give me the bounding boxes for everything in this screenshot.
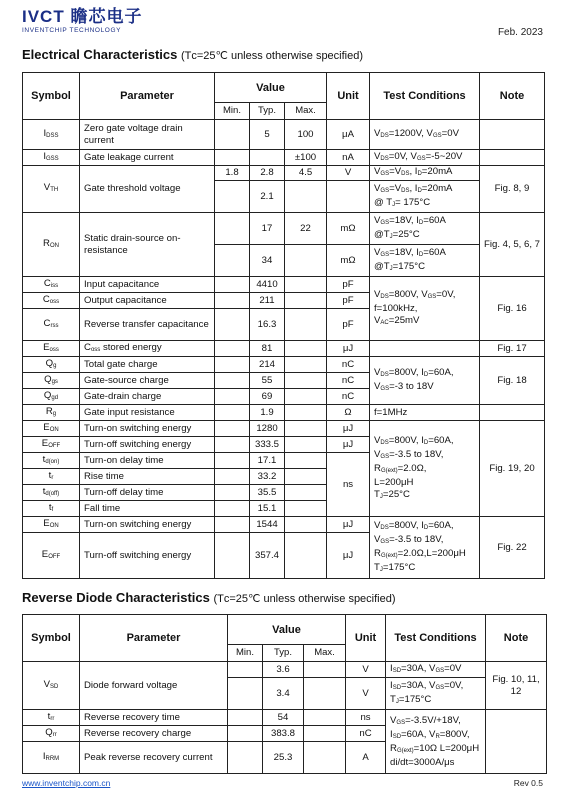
symbol-cell: $E_{ON}$ xyxy=(23,517,80,533)
parameter-cell: Reverse recovery charge xyxy=(80,726,228,742)
table-row xyxy=(23,517,545,533)
min-cell xyxy=(215,373,250,389)
symbol-cell: $Q_{gs}$ xyxy=(23,373,80,389)
parameter-cell: Gate-drain charge xyxy=(80,389,215,405)
unit-cell: ns xyxy=(327,453,370,517)
parameter-cell: Diode forward voltage xyxy=(80,662,228,710)
parameter-cell: Gate-source charge xyxy=(80,373,215,389)
min-cell xyxy=(228,662,263,678)
max-cell xyxy=(304,726,346,742)
max-cell: 22 xyxy=(285,213,327,245)
col-unit: Unit xyxy=(346,615,386,662)
parameter-cell: Turn-off switching energy xyxy=(80,533,215,579)
typ-cell: 54 xyxy=(263,710,304,726)
symbol-cell: $R_g$ xyxy=(23,405,80,421)
electrical-characteristics-title xyxy=(22,47,363,62)
typ-cell: 383.8 xyxy=(263,726,304,742)
col-typ: Typ. xyxy=(250,103,285,120)
symbol-cell: $t_{rr}$ xyxy=(23,710,80,726)
typ-cell: 2.8 xyxy=(250,166,285,181)
symbol-cell: $R_{ON}$ xyxy=(23,213,80,277)
table-row xyxy=(23,341,545,357)
min-cell xyxy=(215,277,250,293)
test-condition-cell: $V_{DS}=0V$, $V_{GS}=-5\sim 20V$ xyxy=(370,150,480,166)
max-cell xyxy=(285,181,327,213)
col-max: Max. xyxy=(304,645,346,662)
max-cell xyxy=(285,485,327,501)
parameter-cell: $C_{oss}$ stored energy xyxy=(80,341,215,357)
min-cell xyxy=(228,726,263,742)
col-max: Max. xyxy=(285,103,327,120)
symbol-cell: $V_{TH}$ xyxy=(23,166,80,213)
test-condition-cell: $V_{DS}=800V$, $I_D=60A$, $V_{GS}=-3.5$ to 18V, $R_{G(ext)}=2.0\Omega,L=200\mu H$ $T_J=175^\circ C$ xyxy=(370,517,480,579)
typ-cell: 34 xyxy=(250,245,285,277)
max-cell xyxy=(304,678,346,710)
typ-cell: 69 xyxy=(250,389,285,405)
max-cell xyxy=(285,421,327,437)
note-cell: Fig. 4, 5, 6, 7 xyxy=(480,213,545,277)
min-cell xyxy=(215,437,250,453)
symbol-cell: $I_{GSS}$ xyxy=(23,150,80,166)
unit-cell: μJ xyxy=(327,437,370,453)
table-row xyxy=(23,277,545,293)
parameter-cell: Total gate charge xyxy=(80,357,215,373)
parameter-cell: Turn-off delay time xyxy=(80,485,215,501)
typ-cell: 3.4 xyxy=(263,678,304,710)
typ-cell: 357.4 xyxy=(250,533,285,579)
max-cell xyxy=(285,437,327,453)
test-condition-cell: $V_{DS}=800V$, $I_D=60A$, $V_{GS}=-3$ to 18V xyxy=(370,357,480,405)
col-unit: Unit xyxy=(327,73,370,120)
unit-cell: pF xyxy=(327,277,370,293)
unit-cell xyxy=(327,181,370,213)
note-cell: Fig. 22 xyxy=(480,517,545,579)
min-cell xyxy=(215,357,250,373)
unit-cell: ns xyxy=(346,710,386,726)
max-cell xyxy=(285,389,327,405)
unit-cell: μJ xyxy=(327,341,370,357)
parameter-cell: Gate threshold voltage xyxy=(80,166,215,213)
min-cell xyxy=(215,245,250,277)
col-parameter: Parameter xyxy=(80,615,228,662)
min-cell xyxy=(215,309,250,341)
section-title-text: Reverse Diode Characteristics xyxy=(22,590,210,605)
table-row xyxy=(23,213,545,245)
symbol-cell: $t_r$ xyxy=(23,469,80,485)
parameter-cell: Static drain-source on-resistance xyxy=(80,213,215,277)
table-row xyxy=(23,405,545,421)
note-cell: Fig. 17 xyxy=(480,341,545,357)
unit-cell: nC xyxy=(327,389,370,405)
max-cell xyxy=(304,710,346,726)
parameter-cell: Gate leakage current xyxy=(80,150,215,166)
symbol-cell: $t_{d(off)}$ xyxy=(23,485,80,501)
max-cell: 4.5 xyxy=(285,166,327,181)
test-condition-cell: $I_{SD}=30A$, $V_{GS}=0V$, $T_J=175^\circ C$ xyxy=(386,678,486,710)
typ-cell: 333.5 xyxy=(250,437,285,453)
min-cell xyxy=(228,742,263,774)
col-min: Min. xyxy=(228,645,263,662)
max-cell xyxy=(285,405,327,421)
unit-cell: pF xyxy=(327,293,370,309)
note-cell: Fig. 10, 11, 12 xyxy=(486,662,547,710)
max-cell xyxy=(285,517,327,533)
unit-cell: V xyxy=(346,678,386,710)
unit-cell: mΩ xyxy=(327,213,370,245)
symbol-cell: $E_{ON}$ xyxy=(23,421,80,437)
col-typ: Typ. xyxy=(263,645,304,662)
min-cell xyxy=(215,421,250,437)
unit-cell: μJ xyxy=(327,421,370,437)
test-condition-cell: $V_{DS}=1200V$, $V_{GS}=0V$ xyxy=(370,120,480,150)
typ-cell: 15.1 xyxy=(250,501,285,517)
reverse-diode-table xyxy=(22,614,547,774)
symbol-cell: $t_{d(on)}$ xyxy=(23,453,80,469)
note-cell: Fig. 8, 9 xyxy=(480,166,545,213)
test-condition-cell: $V_{GS}=V_{DS}$, $I_D=20mA$ xyxy=(370,166,480,181)
max-cell xyxy=(285,293,327,309)
typ-cell: 33.2 xyxy=(250,469,285,485)
note-cell xyxy=(480,120,545,150)
typ-cell: 1.9 xyxy=(250,405,285,421)
typ-cell: 16.3 xyxy=(250,309,285,341)
test-condition-cell: f=1MHz xyxy=(370,405,480,421)
min-cell: 1.8 xyxy=(215,166,250,181)
symbol-cell: $I_{DSS}$ xyxy=(23,120,80,150)
max-cell xyxy=(285,501,327,517)
symbol-cell: $C_{iss}$ xyxy=(23,277,80,293)
typ-cell: 1544 xyxy=(250,517,285,533)
min-cell xyxy=(215,469,250,485)
reverse-diode-title xyxy=(22,590,396,605)
table-row xyxy=(23,421,545,437)
parameter-cell: Turn-off switching energy xyxy=(80,437,215,453)
min-cell xyxy=(215,293,250,309)
col-note: Note xyxy=(486,615,547,662)
unit-cell: nA xyxy=(327,150,370,166)
unit-cell: A xyxy=(346,742,386,774)
col-test-conditions: Test Conditions xyxy=(386,615,486,662)
typ-cell: 3.6 xyxy=(263,662,304,678)
typ-cell: 35.5 xyxy=(250,485,285,501)
col-value: Value xyxy=(228,615,346,645)
min-cell xyxy=(215,405,250,421)
parameter-cell: Turn-on delay time xyxy=(80,453,215,469)
parameter-cell: Turn-on switching energy xyxy=(80,421,215,437)
test-condition-cell: $V_{DS}=800V$, $I_D=60A$, $V_{GS}=-3.5$ to 18V, $R_{G(ext)}=2.0\Omega$, L=200μH $T_J=25^\circ C$ xyxy=(370,421,480,517)
company-logo xyxy=(22,8,142,34)
note-cell xyxy=(480,405,545,421)
max-cell xyxy=(285,357,327,373)
symbol-cell: $E_{OFF}$ xyxy=(23,533,80,579)
unit-cell: mΩ xyxy=(327,245,370,277)
test-condition-cell: $I_{SD}=30A$, $V_{GS}=0V$ xyxy=(386,662,486,678)
min-cell xyxy=(215,533,250,579)
typ-cell: 2.1 xyxy=(250,181,285,213)
typ-cell: 1280 xyxy=(250,421,285,437)
section-subtitle: (Tᴄ=25℃ unless otherwise specified) xyxy=(181,50,364,62)
parameter-cell: Input capacitance xyxy=(80,277,215,293)
parameter-cell: Turn-on switching energy xyxy=(80,517,215,533)
max-cell xyxy=(285,309,327,341)
symbol-cell: $C_{oss}$ xyxy=(23,293,80,309)
test-condition-cell: $V_{GS}=18V$, $I_D=60A$ $@T_J=25^\circ C$ xyxy=(370,213,480,245)
table-row xyxy=(23,150,545,166)
table-row xyxy=(23,662,547,678)
parameter-cell: Gate input resistance xyxy=(80,405,215,421)
typ-cell: 4410 xyxy=(250,277,285,293)
max-cell xyxy=(285,277,327,293)
col-symbol: Symbol xyxy=(23,615,80,662)
symbol-cell: $V_{SD}$ xyxy=(23,662,80,710)
table-row xyxy=(23,166,545,181)
parameter-cell: Peak reverse recovery current xyxy=(80,742,228,774)
parameter-cell: Zero gate voltage drain current xyxy=(80,120,215,150)
note-cell: Fig. 19, 20 xyxy=(480,421,545,517)
max-cell xyxy=(285,469,327,485)
col-parameter: Parameter xyxy=(80,73,215,120)
company-website-link[interactable]: www.inventchip.com.cn xyxy=(22,778,111,788)
symbol-cell: $Q_{rr}$ xyxy=(23,726,80,742)
parameter-cell: Reverse transfer capacitance xyxy=(80,309,215,341)
min-cell xyxy=(215,181,250,213)
max-cell xyxy=(285,533,327,579)
min-cell xyxy=(215,517,250,533)
parameter-cell: Rise time xyxy=(80,469,215,485)
max-cell xyxy=(285,245,327,277)
typ-cell: 5 xyxy=(250,120,285,150)
max-cell: 100 xyxy=(285,120,327,150)
parameter-cell: Reverse recovery time xyxy=(80,710,228,726)
unit-cell: V xyxy=(346,662,386,678)
unit-cell: μA xyxy=(327,120,370,150)
typ-cell xyxy=(250,150,285,166)
typ-cell: 25.3 xyxy=(263,742,304,774)
max-cell xyxy=(304,742,346,774)
parameter-cell: Output capacitance xyxy=(80,293,215,309)
electrical-characteristics-table xyxy=(22,72,545,579)
max-cell xyxy=(285,453,327,469)
unit-cell: nC xyxy=(327,357,370,373)
min-cell xyxy=(215,341,250,357)
min-cell xyxy=(228,678,263,710)
test-condition-cell: $V_{GS}=V_{DS}$, $I_D=20mA$ @ $T_J= 175^\circ C$ xyxy=(370,181,480,213)
logo-subtitle: INVENTCHIP TECHNOLOGY xyxy=(22,27,122,34)
max-cell xyxy=(285,373,327,389)
parameter-cell: Fall time xyxy=(80,501,215,517)
unit-cell: pF xyxy=(327,309,370,341)
col-value: Value xyxy=(215,73,327,103)
symbol-cell: $E_{oss}$ xyxy=(23,341,80,357)
logo-text: IVCT 瞻芯电子 xyxy=(22,7,143,26)
col-test-conditions: Test Conditions xyxy=(370,73,480,120)
symbol-cell: $C_{rss}$ xyxy=(23,309,80,341)
table-row xyxy=(23,357,545,373)
test-condition-cell: $V_{DS}=800V$, $V_{GS}=0V$, f=100kHz, $V_{AC}=25mV$ xyxy=(370,277,480,341)
section-subtitle: (Tᴄ=25℃ unless otherwise specified) xyxy=(213,593,396,605)
test-condition-cell xyxy=(370,341,480,357)
typ-cell: 17 xyxy=(250,213,285,245)
unit-cell: Ω xyxy=(327,405,370,421)
min-cell xyxy=(215,389,250,405)
note-cell xyxy=(480,150,545,166)
min-cell xyxy=(215,213,250,245)
note-cell: Fig. 18 xyxy=(480,357,545,405)
col-min: Min. xyxy=(215,103,250,120)
test-condition-cell: $V_{GS}=18V$, $I_D=60A$ $@T_J=175^\circ C$ xyxy=(370,245,480,277)
revision-label: Rev 0.5 xyxy=(513,778,543,788)
max-cell xyxy=(304,662,346,678)
typ-cell: 81 xyxy=(250,341,285,357)
max-cell xyxy=(285,341,327,357)
min-cell xyxy=(215,150,250,166)
section-title-text: Electrical Characteristics xyxy=(22,47,178,62)
symbol-cell: $E_{OFF}$ xyxy=(23,437,80,453)
typ-cell: 214 xyxy=(250,357,285,373)
col-note: Note xyxy=(480,73,545,120)
table-row xyxy=(23,120,545,150)
table-row xyxy=(23,710,547,726)
unit-cell: μJ xyxy=(327,533,370,579)
document-date: Feb. 2023 xyxy=(497,27,543,38)
min-cell xyxy=(228,710,263,726)
typ-cell: 17.1 xyxy=(250,453,285,469)
min-cell xyxy=(215,120,250,150)
symbol-cell: $Q_{gd}$ xyxy=(23,389,80,405)
unit-cell: V xyxy=(327,166,370,181)
typ-cell: 211 xyxy=(250,293,285,309)
min-cell xyxy=(215,485,250,501)
col-symbol: Symbol xyxy=(23,73,80,120)
symbol-cell: $Q_g$ xyxy=(23,357,80,373)
unit-cell: nC xyxy=(327,373,370,389)
symbol-cell: $I_{RRM}$ xyxy=(23,742,80,774)
min-cell xyxy=(215,501,250,517)
test-condition-cell: $V_{GS}=-3.5V/+18V$, $I_{SD}=60A$, $V_R=800V$, $R_{G(ext)}=10\Omega$ L=200μH di/dt=3000A/μs xyxy=(386,710,486,774)
unit-cell: μJ xyxy=(327,517,370,533)
note-cell: Fig. 16 xyxy=(480,277,545,341)
typ-cell: 55 xyxy=(250,373,285,389)
max-cell: ±100 xyxy=(285,150,327,166)
min-cell xyxy=(215,453,250,469)
symbol-cell: $t_f$ xyxy=(23,501,80,517)
note-cell xyxy=(486,710,547,774)
unit-cell: nC xyxy=(346,726,386,742)
